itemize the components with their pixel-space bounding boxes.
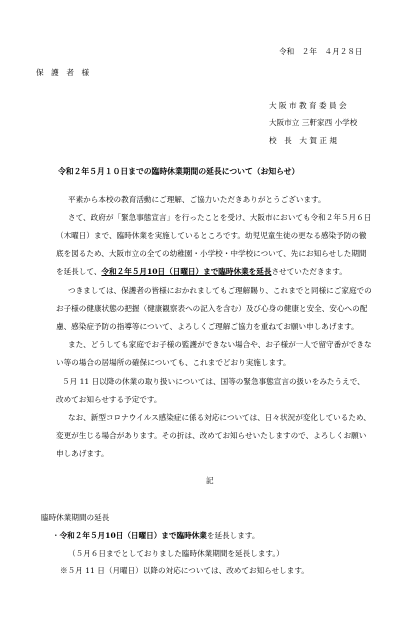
sender-org: 大 阪 市 教 育 委 員 会 [269, 101, 347, 110]
body-text: 慮、感染症予防の指導等について、よろしくご理解ご協力を重ねてお願い申しあげます。 [56, 322, 359, 331]
body-text: （木曜日）まで、臨時休業を実施しているところです。幼児児童生徒の更なる感染予防の徹 [56, 231, 367, 240]
body-text: させていただきます。 [271, 267, 347, 276]
body-text: い等の場合の居場所の確保についても、これまでどおり実施します。 [56, 358, 291, 367]
body-line [56, 396, 161, 404]
body-line [56, 305, 367, 313]
sender-school: 大阪市立 三軒家西 小学校 [269, 118, 358, 127]
body-line [68, 414, 371, 422]
body-line [56, 450, 109, 458]
body-line [56, 268, 347, 276]
summary-bullet [52, 530, 259, 541]
bullet-bold-text: 令和２年５月10日（日曜日）まで臨時休業 [59, 531, 207, 540]
summary-heading: 臨時休業期間の延長 [41, 513, 110, 522]
body-line [62, 378, 365, 386]
body-text: 改めてお知らせする予定です。 [56, 395, 162, 404]
body-line [68, 341, 372, 349]
body-text: 申しあげます。 [56, 449, 109, 458]
body-line [68, 214, 371, 222]
body-text: ５月 11 日以降の休業の取り扱いについては、国等の緊急事態宣言の扱いをみたうえで、 [62, 377, 365, 386]
body-text: さて、政府が「緊急事態宣言」を行ったことを受け、大阪市においても令和２年５月６日 [68, 213, 372, 222]
body-line [68, 196, 326, 204]
issue-date: 令和 ２年 ４月２８日 [279, 47, 363, 56]
body-text: を延長して、 [56, 267, 102, 276]
body-text: 変更が生じる場合があります。その折は、改めてお知らせいたしますので、よろしくお願い [56, 431, 367, 440]
body-text: お子様の健康状態の把握（健康観察表への記入を含む）及び心身の健康と安全、安心への配 [56, 304, 368, 313]
bullet-rest-text: を延長します。 [206, 531, 260, 540]
body-line [68, 287, 372, 295]
body-line [56, 323, 359, 331]
summary-note-2: ※５月 11 日（月曜日）以降の対応については、改めてお知らせします。 [60, 566, 309, 575]
body-line [56, 359, 291, 367]
bullet-mark: ・ [52, 531, 60, 540]
addressee: 保 護 者 様 [36, 68, 90, 77]
sender-principal: 校 長 大 賀 正 規 [269, 136, 337, 145]
notice-title: 令和２年５月１０日までの臨時休業期間の延長について（お知らせ） [58, 167, 300, 176]
body-text: なお、新型コロナウイルス感染症に係る対応については、日々状況が変化しているため、 [68, 413, 371, 422]
ki-marker: 記 [206, 476, 214, 485]
summary-note-1: （５月６日までとしておりました臨時休業期間を延長します。） [68, 549, 284, 558]
body-line [56, 250, 367, 258]
body-text: 底を図るため、大阪市立の全ての幼稚園・小学校・中学校について、先にお知らせした期間 [56, 249, 367, 258]
body-text: 平素から本校の教育活動にご理解、ご協力いただきありがとうございます。 [68, 195, 326, 204]
body-text: また、どうしても家庭でお子様の監護ができない場合や、お子様が一人で留守番ができな [68, 340, 372, 349]
body-line [56, 432, 366, 440]
body-text: 令和２年５月10日（日曜日）まで臨時休業を延長 [101, 267, 272, 276]
body-text: つきましては、保護者の皆様におかれましてもご理解賜り、これまでと同様にご家庭での [68, 286, 372, 295]
body-line [56, 232, 367, 240]
